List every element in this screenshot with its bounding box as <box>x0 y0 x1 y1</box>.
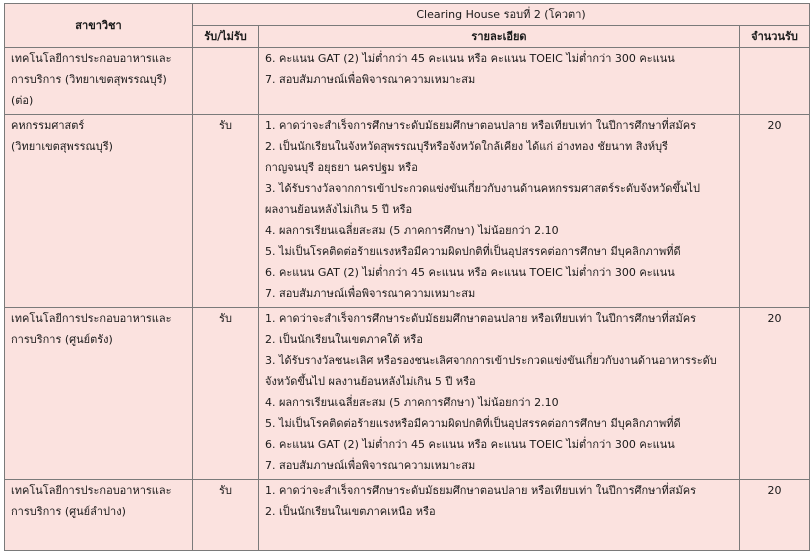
detail-line: 1. คาดว่าจะสำเร็จการศึกษาระดับมัธยมศึกษาตอนปลาย หรือเทียบเท่า ในปีการศึกษาที่สมัคร <box>265 312 697 325</box>
detail-line: 5. ไม่เป็นโรคติดต่อร้ายแรงหรือมีความผิดปกติที่เป็นอุปสรรคต่อการศึกษา มีบุคลิกภาพที่ดี <box>265 417 681 430</box>
table-row <box>5 308 810 480</box>
major-line: การบริการ (ศูนย์ตรัง) <box>11 333 113 346</box>
detail-line: 3. ได้รับรางวัลชนะเลิศ หรือรองชนะเลิศจากการเข้าประกวดแข่งขันเกี่ยวกับงานด้านอาหารระดับ <box>265 354 717 367</box>
accept-cell: รับ <box>193 308 259 480</box>
detail-line: 7. สอบสัมภาษณ์เพื่อพิจารณาความเหมาะสม <box>265 287 476 300</box>
detail-cell <box>259 48 740 115</box>
accept-cell: รับ <box>193 480 259 551</box>
header-detail: รายละเอียด <box>259 26 740 48</box>
accept-cell <box>193 48 259 115</box>
detail-line: 4. ผลการเรียนเฉลี่ยสะสม (5 ภาคการศึกษา) ไม่น้อยกว่า 2.10 <box>265 396 559 409</box>
major-line: เทคโนโลยีการประกอบอาหารและ <box>11 484 172 497</box>
detail-line: 3. ได้รับรางวัลจากการเข้าประกวดแข่งขันเกี่ยวกับงานด้านคหกรรมศาสตร์ระดับจังหวัดขึ้นไป <box>265 182 700 195</box>
major-cell <box>5 115 193 308</box>
admission-table <box>4 3 810 551</box>
major-line: การบริการ (ศูนย์ลำปาง) <box>11 505 126 518</box>
major-line: เทคโนโลยีการประกอบอาหารและ <box>11 312 172 325</box>
table-row <box>5 48 810 115</box>
detail-line: 2. เป็นนักเรียนในเขตภาคเหนือ หรือ <box>265 505 436 518</box>
accept-cell: รับ <box>193 115 259 308</box>
detail-line: 1. คาดว่าจะสำเร็จการศึกษาระดับมัธยมศึกษาตอนปลาย หรือเทียบเท่า ในปีการศึกษาที่สมัคร <box>265 484 697 497</box>
major-line: คหกรรมศาสตร์ <box>11 119 85 132</box>
detail-line: กาญจนบุรี อยุธยา นครปฐม หรือ <box>265 161 418 174</box>
table-row <box>5 115 810 308</box>
count-cell <box>740 48 810 115</box>
table-row <box>5 480 810 551</box>
detail-line: 1. คาดว่าจะสำเร็จการศึกษาระดับมัธยมศึกษาตอนปลาย หรือเทียบเท่า ในปีการศึกษาที่สมัคร <box>265 119 697 132</box>
header-count: จำนวนรับ <box>740 26 810 48</box>
detail-line: ผลงานย้อนหลังไม่เกิน 5 ปี หรือ <box>265 203 413 216</box>
major-cell <box>5 308 193 480</box>
major-line: (วิทยาเขตสุพรรณบุรี) <box>11 140 113 153</box>
detail-line: 6. คะแนน GAT (2) ไม่ต่ำกว่า 45 คะแนน หรือ คะแนน TOEIC ไม่ต่ำกว่า 300 คะแนน <box>265 266 675 279</box>
detail-line: จังหวัดขึ้นไป ผลงานย้อนหลังไม่เกิน 5 ปี หรือ <box>265 375 476 388</box>
detail-line: 6. คะแนน GAT (2) ไม่ต่ำกว่า 45 คะแนน หรือ คะแนน TOEIC ไม่ต่ำกว่า 300 คะแนน <box>265 52 675 65</box>
major-line: (ต่อ) <box>11 94 34 107</box>
major-cell <box>5 48 193 115</box>
header-row-top <box>5 4 810 26</box>
detail-line: 2. เป็นนักเรียนในเขตภาคใต้ หรือ <box>265 333 423 346</box>
count-cell: 20 <box>740 115 810 308</box>
detail-cell <box>259 480 740 551</box>
major-line: เทคโนโลยีการประกอบอาหารและ <box>11 52 172 65</box>
detail-line: 4. ผลการเรียนเฉลี่ยสะสม (5 ภาคการศึกษา) ไม่น้อยกว่า 2.10 <box>265 224 559 237</box>
header-accept: รับ/ไม่รับ <box>193 26 259 48</box>
detail-cell <box>259 115 740 308</box>
count-cell: 20 <box>740 308 810 480</box>
detail-cell <box>259 308 740 480</box>
detail-line: 7. สอบสัมภาษณ์เพื่อพิจารณาความเหมาะสม <box>265 73 476 86</box>
count-cell: 20 <box>740 480 810 551</box>
major-line: การบริการ (วิทยาเขตสุพรรณบุรี) <box>11 73 167 86</box>
detail-line: 5. ไม่เป็นโรคติดต่อร้ายแรงหรือมีความผิดปกติที่เป็นอุปสรรคต่อการศึกษา มีบุคลิกภาพที่ดี <box>265 245 681 258</box>
detail-line: 7. สอบสัมภาษณ์เพื่อพิจารณาความเหมาะสม <box>265 459 476 472</box>
detail-line: 2. เป็นนักเรียนในจังหวัดสุพรรณบุรีหรือจังหวัดใกล้เคียง ได้แก่ อ่างทอง ชัยนาท สิงห์บุรี <box>265 140 668 153</box>
major-cell <box>5 480 193 551</box>
detail-line: 6. คะแนน GAT (2) ไม่ต่ำกว่า 45 คะแนน หรือ คะแนน TOEIC ไม่ต่ำกว่า 300 คะแนน <box>265 438 675 451</box>
header-major: สาขาวิชา <box>5 4 193 48</box>
header-round: Clearing House รอบที่ 2 (โควตา) <box>193 4 810 26</box>
